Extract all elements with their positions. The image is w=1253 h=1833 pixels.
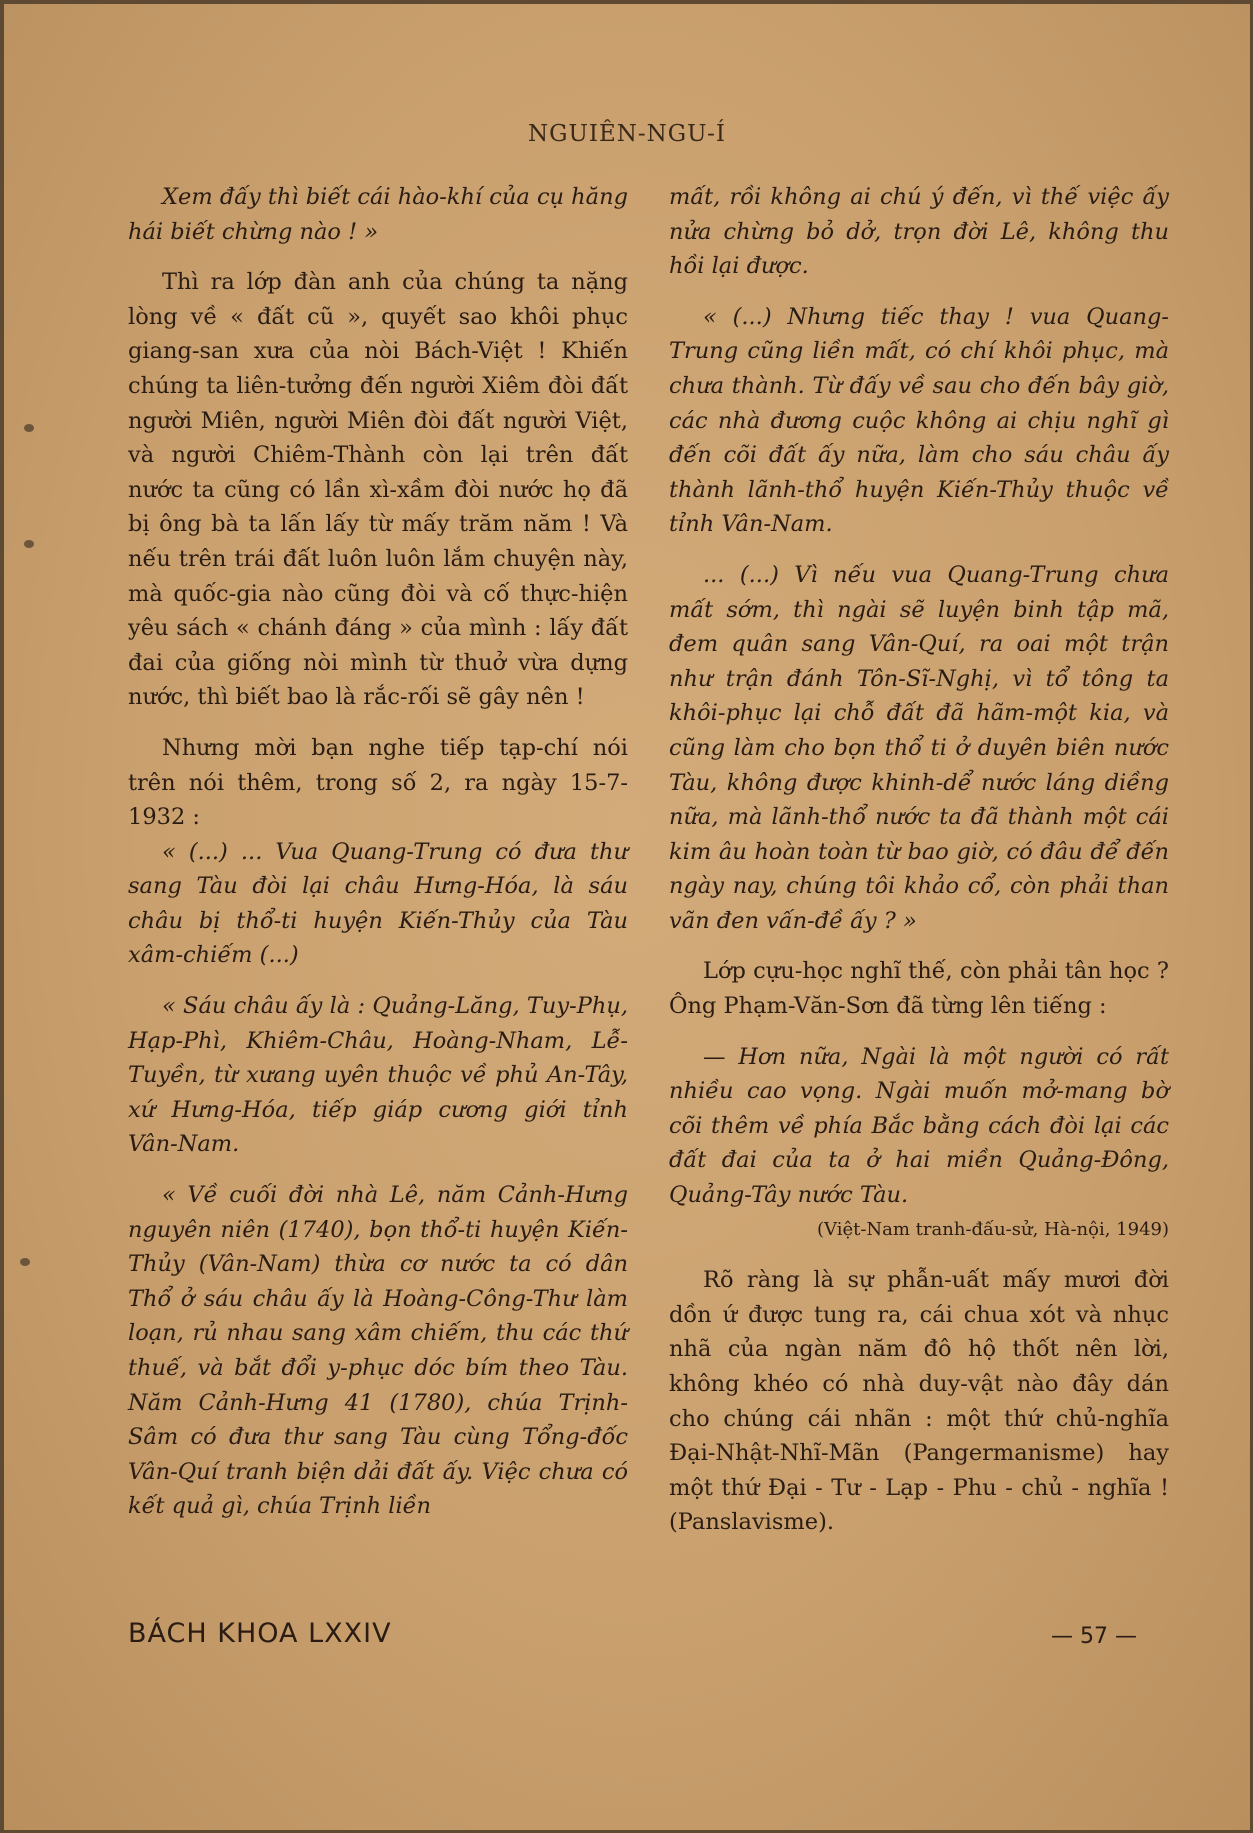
quote-paragraph: — Hơn nữa, Ngài là một người có rất nhiều cao vọng. Ngài muốn mở-mang bờ cõi thêm về phía Bắc bằng cách đòi lại các đất đai của ta ở hai miền Quảng-Đông, Quảng-Tây nước Tàu.: [669, 1043, 1169, 1209]
paragraph: Lớp cựu-học nghĩ thế, còn phải tân học ? Ông Phạm-Văn-Sơn đã từng lên tiếng :: [669, 958, 1169, 1020]
paragraph: Thì ra lớp đàn anh của chúng ta nặng lòng về « đất cũ », quyết sao khôi phục giang-san xưa của nòi Bách-Việt ! Khiến chúng ta liên-tưởng đến người Xiêm đòi đất người Miên, người Miên đòi đất người Việt, và người Chiêm-Thành còn lại trên đất nước ta cũng có lần xì-xầm đòi nước họ đã bị ông bà ta lấn lấy từ mấy trăm năm ! Và nếu trên trái đất luôn luôn lắm chuyện này, mà quốc-gia nào cũng đòi và cố thực-hiện yêu sách « chánh đáng » của mình : lấy đất đai của giống nòi mình từ thuở vừa dựng nước, thì biết bao là rắc-rối sẽ gây nên !: [128, 269, 628, 711]
quote-paragraph: ... (...) Vì nếu vua Quang-Trung chưa mất sớm, thì ngài sẽ luyện binh tập mã, đem quân sang Vân-Quí, ra oai một trận như trận đánh Tôn-Sĩ-Nghị, vì tổ tông ta khôi-phục lại chỗ đất đã hãm-một kia, và cũng làm cho bọn thổ ti ở duyên biên nước Tàu, không được khinh-dể nước láng diềng nữa, mà lãnh-thổ nước ta đã thành một cái kim âu hoàn toàn từ bao giờ, có đâu để đến ngày nay, chúng tôi khảo cổ, còn phải than vãn đen vấn-đề ấy ? »: [669, 561, 1169, 934]
paragraph: Xem đấy thì biết cái hào-khí của cụ hăng hái biết chừng nào ! »: [128, 184, 628, 245]
binding-hole: [24, 424, 34, 432]
paragraph: Nhưng mời bạn nghe tiếp tạp-chí nói trên nói thêm, trong số 2, ra ngày 15-7-1932 :: [128, 734, 628, 831]
magazine-page: [4, 4, 1250, 1830]
right-column: [669, 180, 1169, 1540]
journal-footer: BÁCH KHOA LXXIV: [128, 1618, 392, 1649]
binding-hole: [24, 540, 34, 548]
running-header: NGUIÊN-NGU-Í: [528, 121, 726, 147]
quote-paragraph: « (...) Nhưng tiếc thay ! vua Quang-Trung cũng liền mất, có chí khôi phục, mà chưa thành. Từ đấy về sau cho đến bây giờ, các nhà đương cuộc không ai chịu nghĩ gì đến cõi đất ấy nữa, làm cho sáu châu ấy thành lãnh-thổ huyện Kiến-Thủy thuộc về tỉnh Vân-Nam.: [669, 303, 1169, 538]
page-number: — 57 —: [1051, 1624, 1137, 1649]
binding-hole: [20, 1258, 30, 1266]
quote-paragraph: « Về cuối đời nhà Lê, năm Cảnh-Hưng nguyên niên (1740), bọn thổ-ti huyện Kiến-Thủy (Vân-Nam) thừa cơ nước ta có dân Thổ ở sáu châu ấy là Hoàng-Công-Thư làm loạn, rủ nhau sang xâm chiếm, thu các thứ thuế, và bắt đổi y-phục dóc bím theo Tàu. Năm Cảnh-Hưng 41 (1780), chúa Trịnh-Sâm có đưa thư sang Tàu cùng Tổng-đốc Vân-Quí tranh biện dải đất ấy. Việc chưa có kết quả gì, chúa Trịnh liền: [128, 1182, 628, 1520]
quote-paragraph: « Sáu châu ấy là : Quảng-Lăng, Tuy-Phụ, Hạp-Phì, Khiêm-Châu, Hoàng-Nham, Lễ-Tuyền, từ xưang uyên thuộc về phủ An-Tây, xứ Hưng-Hóa, tiếp giáp cương giới tỉnh Vân-Nam.: [128, 993, 628, 1158]
quote-paragraph: mất, rồi không ai chú ý đến, vì thế việc ấy nửa chừng bỏ dở, trọn đời Lê, không thu hồi lại được.: [669, 184, 1169, 280]
source-citation: (Việt-Nam tranh-đấu-sử, Hà-nội, 1949): [816, 1218, 1169, 1240]
left-column: [128, 180, 628, 1524]
paragraph: Rõ ràng là sự phẫn-uất mấy mươi đời dồn ứ được tung ra, cái chua xót và nhục nhã của ngàn năm đô hộ thốt nên lời, không khéo có nhà duy-vật nào đây dán cho chúng cái nhãn : một thứ chủ-nghĩa Đại-Nhật-Nhĩ-Mãn (Pangermanisme) hay một thứ Đại - Tư - Lạp - Phu - chủ - nghĩa ! (Panslavisme).: [669, 1267, 1169, 1536]
quote-paragraph: « (...) ... Vua Quang-Trung có đưa thư sang Tàu đòi lại châu Hưng-Hóa, là sáu châu bị thổ-ti huyện Kiến-Thủy của Tàu xâm-chiếm (...): [128, 838, 628, 969]
